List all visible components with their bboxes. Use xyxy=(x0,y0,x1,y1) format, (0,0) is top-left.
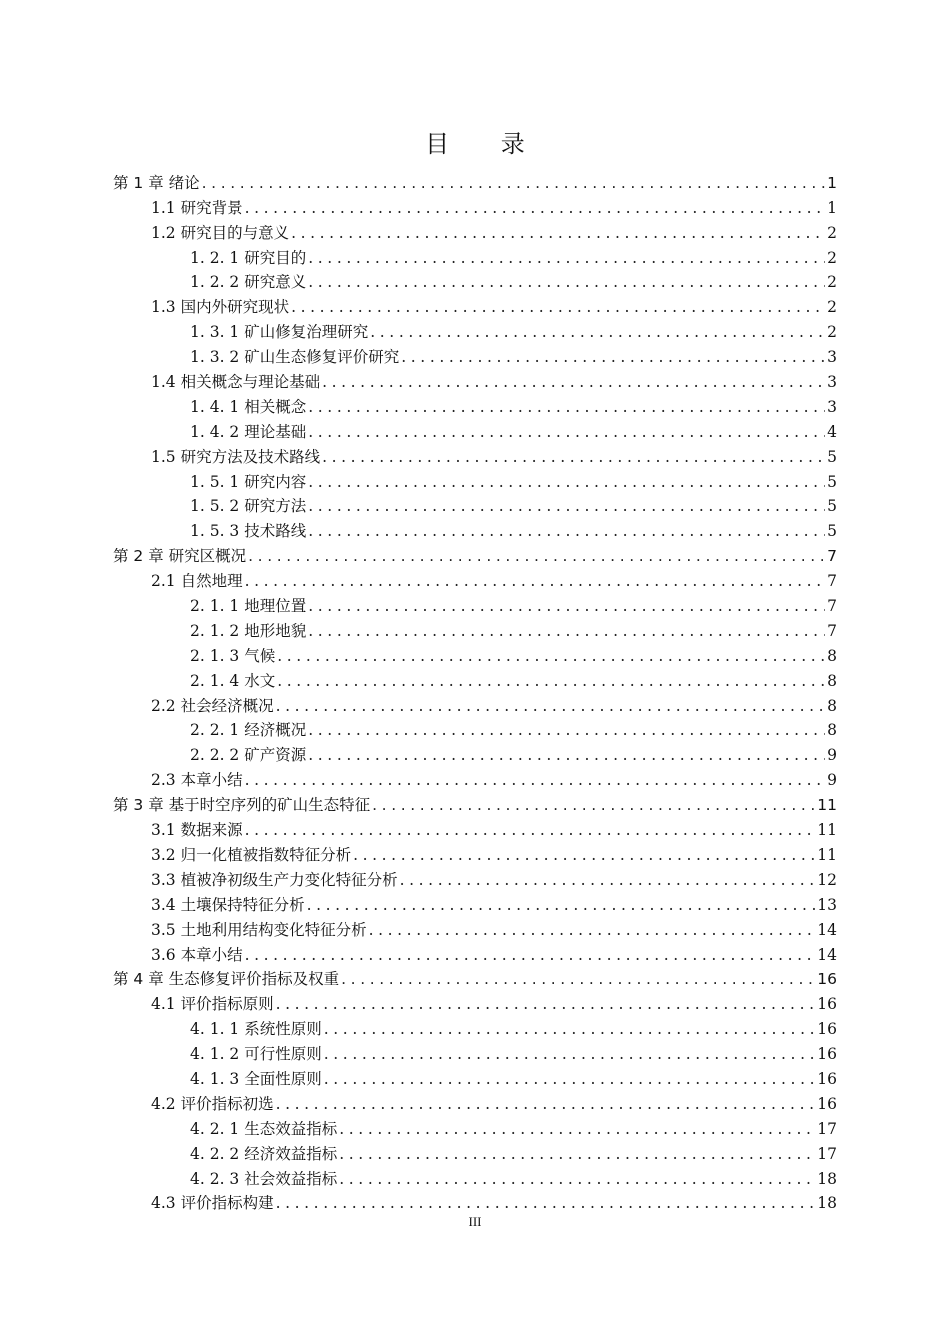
toc-entry-label: 3.3 植被净初级生产力变化特征分析 xyxy=(151,870,398,889)
toc-dot-leader xyxy=(322,372,825,392)
toc-entry[interactable] xyxy=(113,716,837,741)
toc-entry-page: 2 xyxy=(827,273,837,292)
toc-entry[interactable] xyxy=(113,317,837,342)
toc-entry-label: 2. 2. 1 经济概况 xyxy=(190,721,307,740)
toc-entry[interactable] xyxy=(113,218,837,243)
toc-entry-page: 16 xyxy=(817,1045,837,1064)
toc-entry-page: 5 xyxy=(827,522,837,541)
toc-entry-page: 3 xyxy=(827,397,837,416)
toc-dot-leader xyxy=(245,820,816,840)
toc-entry-label: 第 3 章 基于时空序列的矿山生态特征 xyxy=(113,796,371,815)
toc-entry-label: 3.1 数据来源 xyxy=(151,821,243,840)
toc-entry-page: 8 xyxy=(827,721,837,740)
toc-entry-label: 1. 5. 2 研究方法 xyxy=(190,497,307,516)
toc-dot-leader xyxy=(401,347,825,367)
toc-entry[interactable] xyxy=(113,1064,837,1089)
toc-entry[interactable] xyxy=(113,965,837,990)
toc-entry-label: 1.4 相关概念与理论基础 xyxy=(151,373,321,392)
toc-dot-leader xyxy=(308,422,825,442)
toc-entry-label: 3.2 归一化植被指数特征分析 xyxy=(151,845,352,864)
toc-entry[interactable] xyxy=(113,1014,837,1039)
toc-entry[interactable] xyxy=(113,1114,837,1139)
toc-entry[interactable] xyxy=(113,243,837,268)
toc-entry[interactable] xyxy=(113,193,837,218)
toc-entry-page: 14 xyxy=(817,945,837,964)
toc-dot-leader xyxy=(339,1144,815,1164)
toc-entry-page: 12 xyxy=(817,870,837,889)
toc-dot-leader xyxy=(202,173,825,193)
toc-entry-page: 16 xyxy=(817,1069,837,1088)
toc-entry-page: 1 xyxy=(827,198,837,217)
toc-entry-page: 18 xyxy=(817,1194,837,1213)
toc-entry[interactable] xyxy=(113,1189,837,1214)
toc-entry-label: 2.3 本章小结 xyxy=(151,771,243,790)
toc-entry-page: 18 xyxy=(817,1169,837,1188)
toc-dot-leader xyxy=(308,621,825,641)
toc-entry-page: 17 xyxy=(817,1144,837,1163)
toc-entry[interactable] xyxy=(113,541,837,566)
toc-entry-label: 2. 1. 2 地形地貌 xyxy=(190,621,307,640)
toc-entry[interactable] xyxy=(113,342,837,367)
toc-entry-page: 11 xyxy=(817,821,837,840)
toc-entry-page: 8 xyxy=(827,671,837,690)
toc-entry[interactable] xyxy=(113,591,837,616)
toc-dot-leader xyxy=(245,945,816,965)
toc-entry-page: 7 xyxy=(827,572,837,591)
toc-entry-page: 14 xyxy=(817,920,837,939)
toc-entry-label: 第 4 章 生态修复评价指标及权重 xyxy=(113,970,340,989)
toc-entry[interactable] xyxy=(113,790,837,815)
toc-entry-page: 1 xyxy=(827,173,837,192)
toc-entry-label: 2. 1. 4 水文 xyxy=(190,671,276,690)
toc-entry-page: 16 xyxy=(817,970,837,989)
toc-entry-label: 2.1 自然地理 xyxy=(151,572,243,591)
toc-dot-leader xyxy=(245,571,825,591)
toc-dot-leader xyxy=(276,1193,816,1213)
toc-entry-page: 3 xyxy=(827,348,837,367)
toc-entry-label: 1.1 研究背景 xyxy=(151,198,243,217)
toc-entry-page: 11 xyxy=(817,796,837,815)
toc-entry-page: 3 xyxy=(827,373,837,392)
toc-entry-label: 1.2 研究目的与意义 xyxy=(151,223,290,242)
toc-dot-leader xyxy=(308,496,825,516)
toc-entry-label: 4. 1. 1 系统性原则 xyxy=(190,1020,322,1039)
toc-entry[interactable] xyxy=(113,940,837,965)
toc-entry-page: 11 xyxy=(817,845,837,864)
toc-entry[interactable] xyxy=(113,392,837,417)
toc-entry-page: 16 xyxy=(817,995,837,1014)
toc-entry[interactable] xyxy=(113,566,837,591)
toc-entry-page: 16 xyxy=(817,1094,837,1113)
toc-entry[interactable] xyxy=(113,915,837,940)
toc-entry-label: 4. 2. 3 社会效益指标 xyxy=(190,1169,338,1188)
toc-entry[interactable] xyxy=(113,815,837,840)
toc-entry-label: 4.2 评价指标初选 xyxy=(151,1094,274,1113)
table-of-contents xyxy=(113,168,837,1213)
toc-dot-leader xyxy=(308,521,825,541)
toc-dot-leader xyxy=(291,297,825,317)
toc-dot-leader xyxy=(353,845,815,865)
toc-entry-label: 1. 5. 3 技术路线 xyxy=(190,522,307,541)
toc-dot-leader xyxy=(369,920,816,940)
toc-entry-label: 1.3 国内外研究现状 xyxy=(151,298,290,317)
toc-entry-label: 3.5 土地利用结构变化特征分析 xyxy=(151,920,367,939)
toc-entry-page: 17 xyxy=(817,1119,837,1138)
toc-entry-page: 2 xyxy=(827,223,837,242)
toc-entry-label: 4.1 评价指标原则 xyxy=(151,995,274,1014)
toc-dot-leader xyxy=(339,1119,815,1139)
toc-entry[interactable] xyxy=(113,1139,837,1164)
toc-entry-page: 8 xyxy=(827,696,837,715)
toc-dot-leader xyxy=(276,1094,816,1114)
toc-dot-leader xyxy=(308,745,825,765)
page-number: III xyxy=(468,1214,482,1229)
toc-entry[interactable] xyxy=(113,516,837,541)
toc-entry-page: 4 xyxy=(827,422,837,441)
toc-entry-page: 5 xyxy=(827,497,837,516)
toc-entry-label: 4. 1. 3 全面性原则 xyxy=(190,1069,322,1088)
toc-dot-leader xyxy=(372,795,815,815)
toc-entry-page: 2 xyxy=(827,323,837,342)
toc-dot-leader xyxy=(322,447,825,467)
toc-entry-page: 9 xyxy=(827,771,837,790)
toc-entry[interactable] xyxy=(113,268,837,293)
toc-dot-leader xyxy=(308,397,825,417)
toc-entry-page: 7 xyxy=(827,547,837,566)
toc-dot-leader xyxy=(339,1169,815,1189)
toc-entry-label: 1. 4. 2 理论基础 xyxy=(190,422,307,441)
toc-entry-page: 7 xyxy=(827,597,837,616)
toc-entry-label: 3.4 土壤保持特征分析 xyxy=(151,895,305,914)
toc-entry-label: 3.6 本章小结 xyxy=(151,945,243,964)
toc-entry[interactable] xyxy=(113,691,837,716)
toc-entry[interactable] xyxy=(113,740,837,765)
toc-entry[interactable] xyxy=(113,890,837,915)
toc-entry[interactable] xyxy=(113,417,837,442)
toc-entry[interactable] xyxy=(113,641,837,666)
toc-entry[interactable] xyxy=(113,1089,837,1114)
toc-dot-leader xyxy=(400,870,816,890)
toc-entry[interactable] xyxy=(113,865,837,890)
toc-entry[interactable] xyxy=(113,168,837,193)
toc-entry-label: 1. 3. 2 矿山生态修复评价研究 xyxy=(190,348,400,367)
toc-dot-leader xyxy=(308,248,825,268)
toc-dot-leader xyxy=(308,720,825,740)
toc-dot-leader xyxy=(276,696,825,716)
toc-entry[interactable] xyxy=(113,840,837,865)
toc-entry-label: 4. 2. 2 经济效益指标 xyxy=(190,1144,338,1163)
toc-entry-label: 2. 2. 2 矿产资源 xyxy=(190,746,307,765)
toc-entry-label: 2. 1. 3 气候 xyxy=(190,646,276,665)
toc-entry-page: 13 xyxy=(817,895,837,914)
toc-entry-label: 4.3 评价指标构建 xyxy=(151,1194,274,1213)
toc-entry-page: 5 xyxy=(827,447,837,466)
toc-entry[interactable] xyxy=(113,765,837,790)
toc-entry-page: 9 xyxy=(827,746,837,765)
toc-dot-leader xyxy=(341,969,815,989)
toc-entry-label: 2. 1. 1 地理位置 xyxy=(190,597,307,616)
toc-entry-page: 2 xyxy=(827,298,837,317)
toc-entry[interactable] xyxy=(113,467,837,492)
toc-entry-label: 1. 2. 1 研究目的 xyxy=(190,248,307,267)
toc-entry-label: 第 1 章 绪论 xyxy=(113,173,200,192)
toc-entry[interactable] xyxy=(113,1164,837,1189)
toc-dot-leader xyxy=(248,546,825,566)
toc-dot-leader xyxy=(245,198,825,218)
toc-dot-leader xyxy=(308,596,825,616)
toc-dot-leader xyxy=(370,322,825,342)
toc-entry-label: 1. 3. 1 矿山修复治理研究 xyxy=(190,323,369,342)
toc-entry-label: 4. 2. 1 生态效益指标 xyxy=(190,1119,338,1138)
toc-entry[interactable] xyxy=(113,666,837,691)
toc-entry[interactable] xyxy=(113,492,837,517)
toc-dot-leader xyxy=(324,1069,816,1089)
toc-entry[interactable] xyxy=(113,367,837,392)
toc-entry-page: 8 xyxy=(827,646,837,665)
toc-dot-leader xyxy=(324,1044,816,1064)
toc-entry-label: 1. 2. 2 研究意义 xyxy=(190,273,307,292)
toc-entry[interactable] xyxy=(113,616,837,641)
toc-dot-leader xyxy=(245,770,825,790)
toc-dot-leader xyxy=(276,994,816,1014)
toc-entry-label: 1. 4. 1 相关概念 xyxy=(190,397,307,416)
page-title: 目 录 xyxy=(425,130,547,158)
toc-entry[interactable] xyxy=(113,292,837,317)
toc-entry[interactable] xyxy=(113,989,837,1014)
toc-entry-label: 1. 5. 1 研究内容 xyxy=(190,472,307,491)
toc-dot-leader xyxy=(324,1019,816,1039)
toc-entry-label: 4. 1. 2 可行性原则 xyxy=(190,1045,322,1064)
toc-entry-page: 2 xyxy=(827,248,837,267)
toc-entry-label: 1.5 研究方法及技术路线 xyxy=(151,447,321,466)
toc-entry-page: 16 xyxy=(817,1020,837,1039)
toc-entry-label: 2.2 社会经济概况 xyxy=(151,696,274,715)
toc-entry-label: 第 2 章 研究区概况 xyxy=(113,547,247,566)
toc-entry[interactable] xyxy=(113,1039,837,1064)
toc-entry-page: 5 xyxy=(827,472,837,491)
toc-dot-leader xyxy=(307,895,816,915)
toc-dot-leader xyxy=(308,272,825,292)
toc-entry[interactable] xyxy=(113,442,837,467)
toc-dot-leader xyxy=(291,223,825,243)
toc-dot-leader xyxy=(277,646,825,666)
toc-dot-leader xyxy=(308,472,825,492)
toc-entry-page: 7 xyxy=(827,621,837,640)
toc-dot-leader xyxy=(277,671,825,691)
